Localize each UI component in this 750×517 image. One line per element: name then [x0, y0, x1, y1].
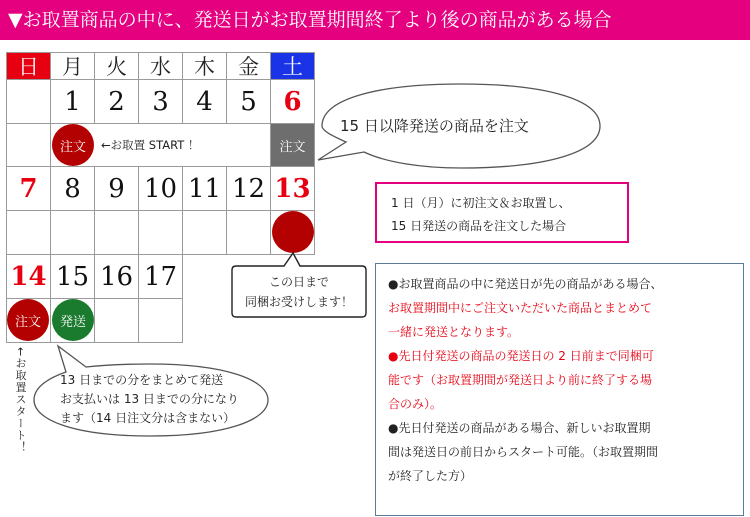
day-16: 16	[94, 254, 139, 299]
weekday-fri: 金	[226, 52, 271, 80]
bundle-line-1: この日まで	[268, 275, 329, 289]
bottom-bubble-text	[60, 371, 239, 428]
day-11: 11	[182, 166, 227, 211]
bundle-bubble-text	[232, 272, 366, 312]
day-14: 14	[6, 254, 51, 299]
ship-marker-day15: 発送	[52, 299, 94, 341]
hold-start-note: ←お取置 START ！	[101, 138, 200, 152]
note-3-line-3: が終了した方）	[388, 469, 473, 483]
bottom-line-1: 13 日までの分をまとめて発送	[60, 373, 224, 387]
day-6: 6	[270, 79, 315, 124]
day-7: 7	[6, 166, 51, 211]
top-bubble-text: 15 日以降発送の商品を注文	[340, 117, 529, 135]
day-17: 17	[138, 254, 183, 299]
note-1-line-1: ●お取置商品の中に発送日が先の商品がある場合、	[388, 277, 663, 291]
day-12: 12	[226, 166, 271, 211]
day-8: 8	[50, 166, 95, 211]
notes-box	[375, 263, 744, 516]
weekday-tue: 火	[94, 52, 139, 80]
note-2-line-2: 能です（お取置期間が発送日より前に終了する場	[388, 373, 653, 387]
day-1: 1	[50, 79, 95, 124]
note-3-line-2: 間は発送日の前日からスタート可能。（お取置期間	[388, 445, 659, 459]
note-2-line-1: ●先日付発送の商品の発送日の 2 日前まで同梱可	[388, 349, 654, 363]
bottom-line-2: お支払いは 13 日までの分になり	[60, 392, 239, 406]
day-4: 4	[182, 79, 227, 124]
case-line-2: 15 日発送の商品を注文した場合	[391, 219, 567, 233]
weekday-thu: 木	[182, 52, 227, 80]
weekday-sun: 日	[6, 52, 51, 80]
note-3-line-1: ●先日付発送の商品がある場合、新しいお取置期	[388, 421, 651, 435]
day-3: 3	[138, 79, 183, 124]
bottom-line-3: ます（14 日注文分は含まない）	[60, 411, 236, 425]
weekday-sat: 土	[270, 52, 315, 80]
weekday-mon: 月	[50, 52, 95, 80]
order-marker-day1: 注文	[52, 124, 94, 166]
order-marker-day14: 注文	[7, 299, 49, 341]
weekday-wed: 水	[138, 52, 183, 80]
hold-start-vertical-note: ←お取置スタート！	[14, 347, 27, 454]
day-9: 9	[94, 166, 139, 211]
day-5: 5	[226, 79, 271, 124]
case-line-1: 1 日（月）に初注文＆お取置し、	[391, 196, 571, 210]
note-2-line-3: 合のみ）。	[388, 397, 443, 411]
case-description-box	[375, 182, 629, 243]
note-1-line-3: 一緒に発送となります。	[388, 325, 520, 339]
day-10: 10	[138, 166, 183, 211]
note-1-line-2: お取置期間中にご注文いただいた商品とまとめて	[388, 301, 653, 315]
order-marker-day6: 注文	[271, 124, 314, 166]
bundle-line-2: 同梱お受けします！	[244, 295, 353, 309]
day-13: 13	[270, 166, 315, 211]
day-2: 2	[94, 79, 139, 124]
day-15: 15	[50, 254, 95, 299]
page-title: ▼お取置商品の中に、発送日がお取置期間終了より後の商品がある場合	[0, 0, 750, 40]
